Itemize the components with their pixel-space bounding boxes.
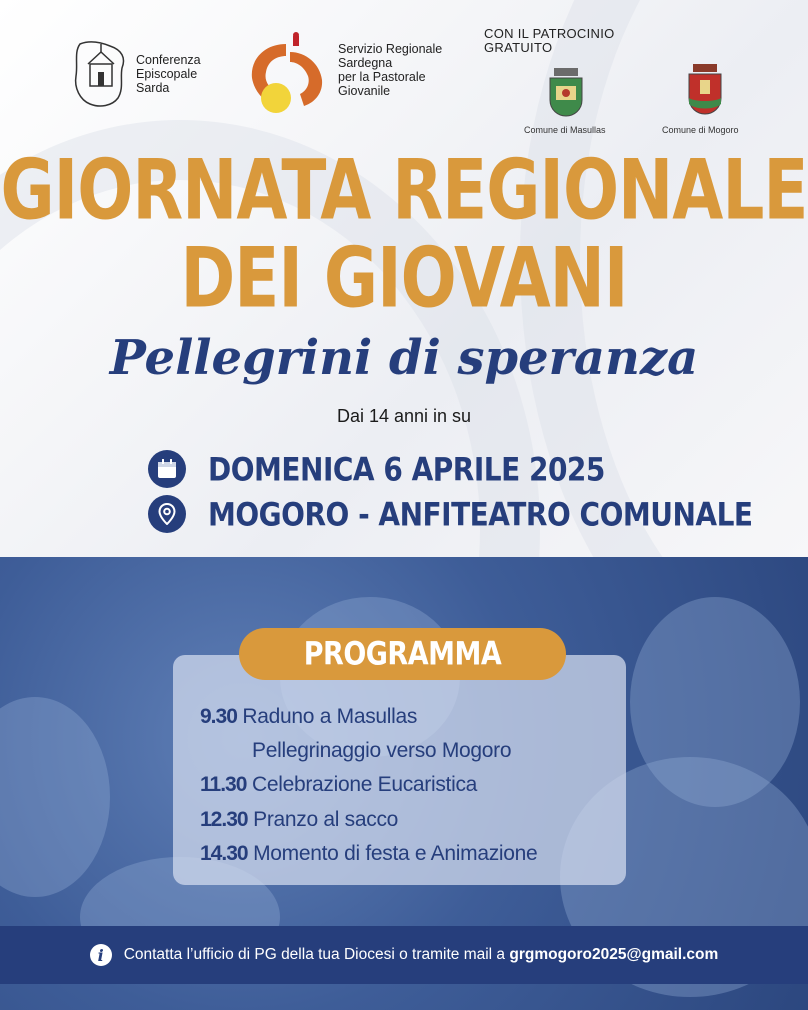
- patrocinio-title: [484, 27, 644, 55]
- programma-text: Pranzo al sacco: [253, 808, 399, 831]
- programma-heading-pill: [239, 628, 566, 680]
- servizio-logo: [246, 30, 442, 116]
- event-place: MOGORO - ANFITEATRO COMUNALE: [208, 495, 753, 533]
- age-label: Dai 14 anni in su: [336, 406, 472, 426]
- mogoro-crest-icon: [685, 62, 725, 118]
- ces-logo: [70, 38, 201, 110]
- footer-email-link[interactable]: grgmogoro2025@gmail.com: [509, 946, 719, 963]
- programma-time: 14.30: [200, 842, 248, 865]
- patrocinio-line-1: CON IL PATROCINIO: [484, 26, 615, 41]
- church-sardinia-icon: [70, 38, 130, 110]
- masullas-crest-icon: [546, 66, 586, 118]
- programma-item: [200, 842, 537, 866]
- programma-time: 11.30: [200, 773, 247, 796]
- programma-heading: PROGRAMMA: [303, 635, 502, 673]
- calendar-icon: [148, 450, 186, 488]
- photo-figure: [0, 697, 110, 897]
- programma-item: [252, 739, 511, 763]
- programma-text: Pellegrinaggio verso Mogoro: [252, 739, 512, 762]
- location-pin-icon: [148, 495, 186, 533]
- place-row: [148, 495, 753, 533]
- title-line-2: DEI GIOVANI: [180, 230, 628, 327]
- servizio-label-2: Sardegna: [338, 56, 393, 70]
- footer-bar: [0, 926, 808, 984]
- programma-text: Momento di festa e Animazione: [253, 842, 538, 865]
- ces-label-2: Episcopale: [136, 67, 198, 81]
- comune-mogoro-label: Comune di Mogoro: [662, 125, 739, 135]
- event-date: DOMENICA 6 APRILE 2025: [208, 450, 605, 488]
- info-icon: i: [90, 944, 112, 966]
- programma-item: [200, 808, 398, 832]
- programma-text: Celebrazione Eucaristica: [251, 773, 478, 796]
- pastorale-logo-icon: [246, 30, 328, 116]
- subtitle-script: Pellegrini di speranza: [109, 330, 699, 386]
- patrocinio-line-2: GRATUITO: [484, 40, 553, 55]
- programma-item: [200, 705, 417, 729]
- programma-text: Raduno a Masullas: [242, 705, 418, 728]
- programma-time: 9.30: [200, 705, 237, 728]
- footer-text: [124, 946, 719, 964]
- ces-label-3: Sarda: [136, 81, 170, 95]
- servizio-label-1: Servizio Regionale: [338, 42, 443, 56]
- date-row: [148, 450, 605, 488]
- programma-item: [200, 773, 477, 797]
- title-line-1: GIORNATA REGIONALE: [0, 142, 808, 239]
- ces-label-1: Conferenza: [136, 53, 201, 67]
- comune-masullas-label: Comune di Masullas: [524, 125, 606, 135]
- servizio-label-3: per la Pastorale: [338, 70, 426, 84]
- footer-message: Contatta l’ufficio di PG della tua Diocesi o tramite mail a: [123, 946, 506, 963]
- servizio-label-4: Giovanile: [338, 84, 391, 98]
- programma-time: 12.30: [200, 808, 248, 831]
